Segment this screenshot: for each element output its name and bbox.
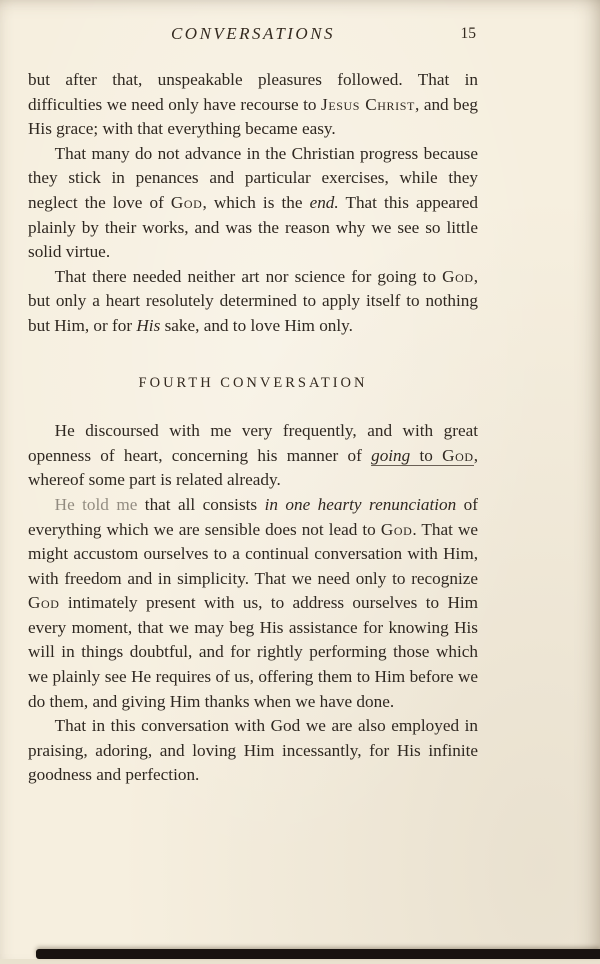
text-segment: God <box>442 266 474 286</box>
text-segment: of everything which we are sensible does not lead to <box>28 494 478 539</box>
paragraph <box>28 265 478 339</box>
text-segment: That there needed neither art nor science for going to <box>54 266 443 286</box>
text-segment: God <box>170 192 203 212</box>
text-segment: end. <box>309 192 339 212</box>
text-segment: sake, and to love Him only. <box>160 315 353 335</box>
running-title: CONVERSATIONS <box>170 24 336 43</box>
paragraph <box>28 714 478 788</box>
text-segment: God <box>28 593 60 613</box>
text-segment: Jesus Christ <box>321 94 415 114</box>
page-body <box>28 68 478 788</box>
text-segment: His <box>136 315 161 335</box>
page-header <box>28 24 478 48</box>
scan-bottom-edge <box>36 949 600 959</box>
text-segment: That this appeared plainly by their works, and was the reason why we see so little solid virtue. <box>28 192 478 262</box>
paragraph <box>28 68 478 142</box>
page-number: 15 <box>460 25 476 42</box>
text-segment: that all consists <box>137 494 265 514</box>
text-segment: but after that, unspeakable pleasures followed. That in difficulties we need only have recourse to <box>28 70 478 114</box>
text-segment: God <box>380 519 413 539</box>
scan-bottom-paper <box>0 959 600 964</box>
paragraph <box>28 493 478 714</box>
text-segment: in one hearty renunciation <box>264 494 457 514</box>
text-segment: God <box>442 445 474 465</box>
text-segment: , whereof some part is related already. <box>28 445 478 490</box>
paragraph <box>28 419 478 493</box>
text-segment: intimately present with us, to address ourselves to Him every moment, that we may beg His assistance for knowing His will in things doubtful, and for rightly performing those which we plainly see He requires of us, offering them to Him before we do them, and giving Him thanks when we have done. <box>28 593 478 711</box>
text-segment: , but only a heart resolutely determined to apply itself to nothing but Him, or for <box>28 266 478 335</box>
text-segment: That many do not advance in the Christian progress because they stick in penances and particular exercises, while they neglect the love of <box>28 143 478 212</box>
text-segment: That in this conversation with God we are also employed in praising, adoring, and loving Him incessantly, for His infinite goodness and perfection. <box>28 716 478 785</box>
text-segment: , and beg His grace; with that everything became easy. <box>28 94 478 139</box>
text-segment: He discoursed with me very frequently, and with great openness of heart, concerning his manner of <box>28 421 478 465</box>
text-segment: , which is the <box>202 192 310 212</box>
text-segment: to <box>410 445 443 465</box>
text-segment: going <box>371 445 411 465</box>
text-segment: He told me <box>54 494 138 514</box>
text-segment: . That we might accustom ourselves to a continual conversation with Him, with freedom and in simplicity. That we need only to recognize <box>28 519 478 588</box>
paragraph <box>28 142 478 265</box>
section-heading: FOURTH CONVERSATION <box>138 374 368 391</box>
